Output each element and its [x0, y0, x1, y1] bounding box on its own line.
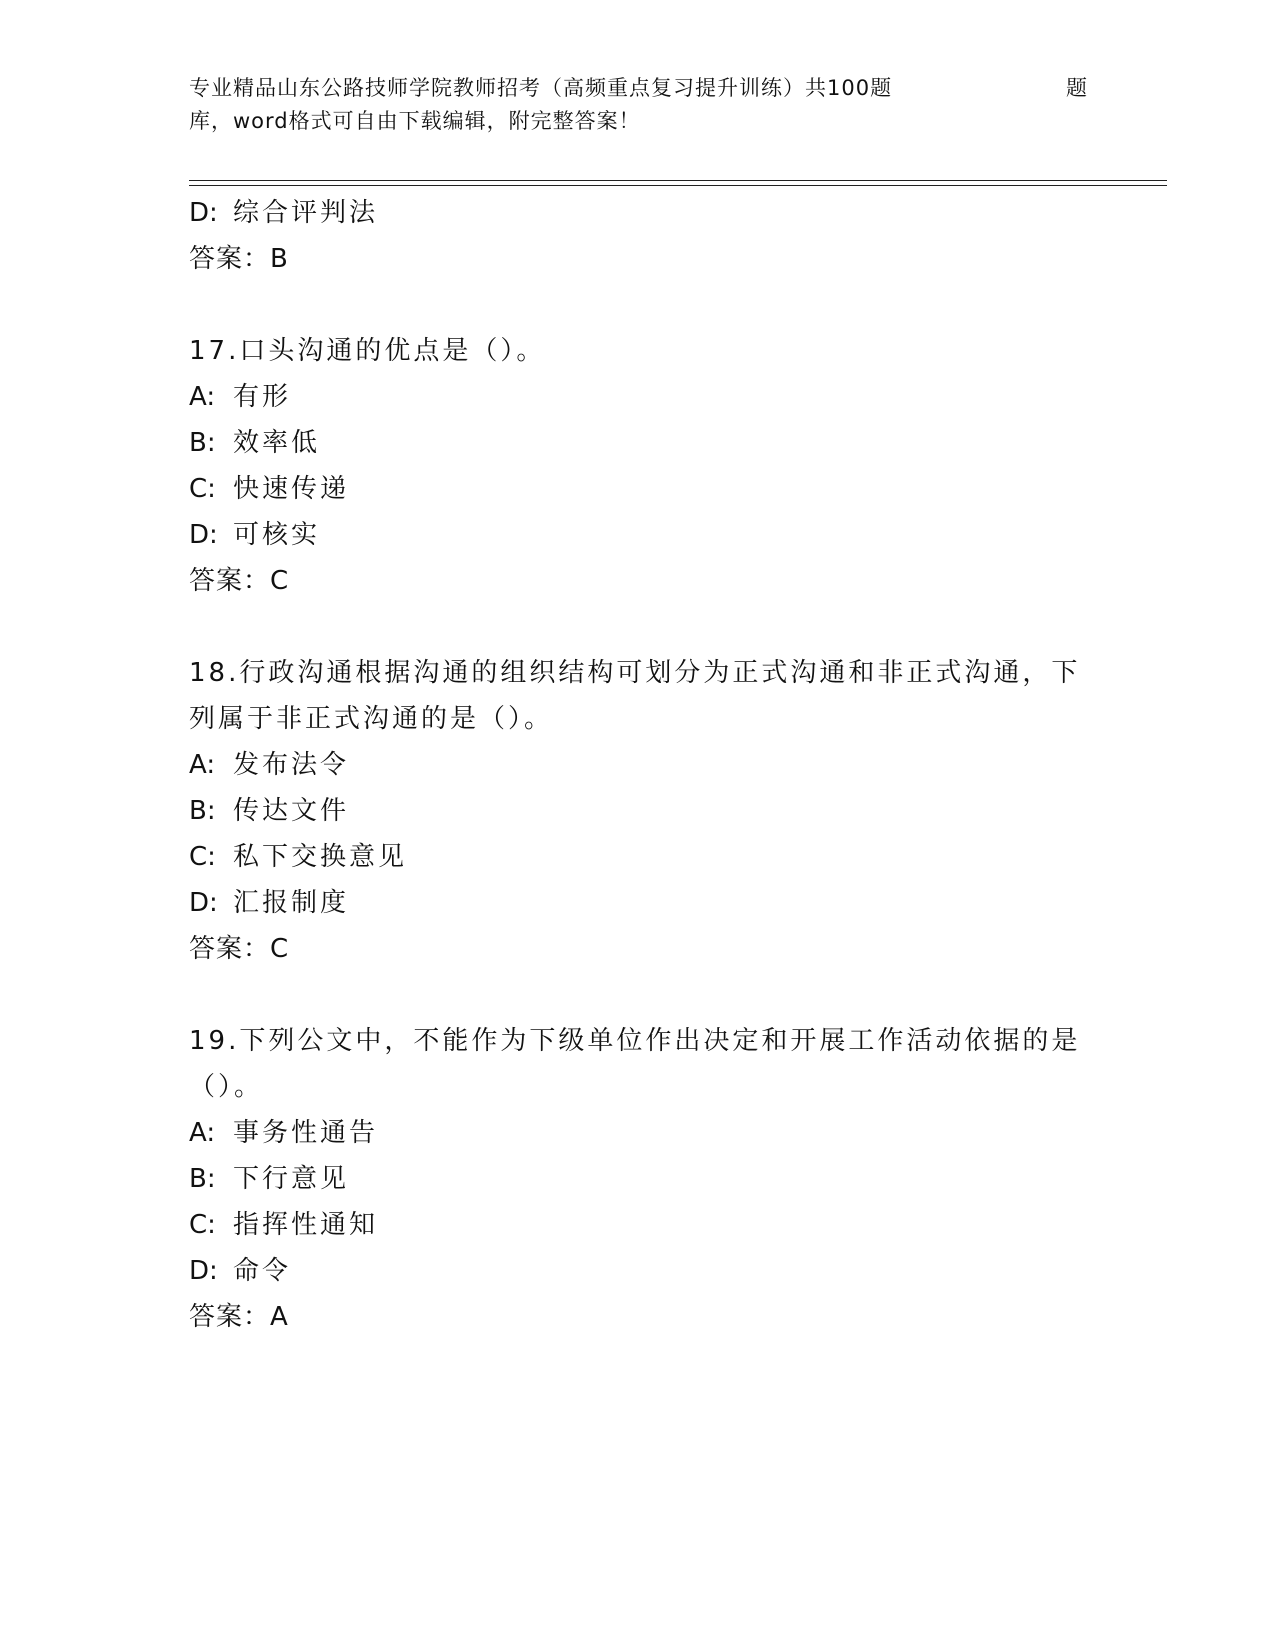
header-line-1: 专业精品山东公路技师学院教师招考（高频重点复习提升训练）共100题 [189, 76, 893, 100]
option-c [189, 834, 1089, 880]
option-d [189, 512, 1089, 558]
option-c [189, 466, 1089, 512]
spacer [189, 604, 1089, 650]
option-prefix: C: [189, 474, 216, 504]
question-stem-line-1: 18.行政沟通根据沟通的组织结构可划分为正式沟通和非正式沟通，下 [189, 658, 1081, 688]
option-text: 快速传递 [233, 474, 350, 504]
header-line-2: 库，word格式可自由下载编辑，附完整答案！ [189, 109, 641, 133]
option-b [189, 420, 1089, 466]
option-prefix: D: [189, 198, 218, 228]
option-prefix: B: [189, 796, 216, 826]
option-prefix: A: [189, 1118, 216, 1148]
option-d [189, 1248, 1089, 1294]
option-prefix: A: [189, 382, 216, 412]
option-a [189, 374, 1089, 420]
question-stem-line-2: （）。 [189, 1072, 264, 1102]
question-stem: 17.口头沟通的优点是（）。 [189, 336, 546, 366]
question-content [189, 190, 1089, 1340]
question-stem-line-1: 19.下列公文中，不能作为下级单位作出决定和开展工作活动依据的是 [189, 1026, 1081, 1056]
header-divider-top [189, 180, 1167, 181]
header-divider-bottom [189, 185, 1167, 186]
option-text: 指挥性通知 [233, 1210, 379, 1240]
option-d [189, 880, 1089, 926]
option-text: 传达文件 [233, 796, 350, 826]
option-prefix: B: [189, 428, 216, 458]
question-stem-line-2: 列属于非正式沟通的是（）。 [189, 704, 554, 734]
option-b [189, 1156, 1089, 1202]
header-line-1-tail: 题 [1066, 76, 1087, 100]
option-text: 可核实 [233, 520, 321, 550]
option-text: 有形 [233, 382, 292, 412]
option-prefix: C: [189, 842, 216, 872]
option-prefix: D: [189, 520, 218, 550]
option-text: 效率低 [233, 428, 321, 458]
option-c [189, 1202, 1089, 1248]
answer-line: 答案：B [189, 244, 289, 274]
option-text: 事务性通告 [233, 1118, 379, 1148]
answer-line: 答案：C [189, 934, 290, 964]
option-a [189, 742, 1089, 788]
answer-line: 答案：A [189, 1302, 289, 1332]
option-d [189, 190, 1089, 236]
option-text: 命令 [233, 1256, 292, 1286]
option-prefix: A: [189, 750, 216, 780]
option-text: 私下交换意见 [233, 842, 408, 872]
option-prefix: D: [189, 888, 218, 918]
option-text: 发布法令 [233, 750, 350, 780]
document-header [189, 72, 1089, 138]
option-text: 下行意见 [233, 1164, 350, 1194]
option-b [189, 788, 1089, 834]
spacer [189, 972, 1089, 1018]
option-prefix: C: [189, 1210, 216, 1240]
answer-line: 答案：C [189, 566, 290, 596]
option-prefix: B: [189, 1164, 216, 1194]
option-text: 综合评判法 [233, 198, 379, 228]
option-prefix: D: [189, 1256, 218, 1286]
spacer [189, 282, 1089, 328]
option-text: 汇报制度 [233, 888, 350, 918]
option-a [189, 1110, 1089, 1156]
